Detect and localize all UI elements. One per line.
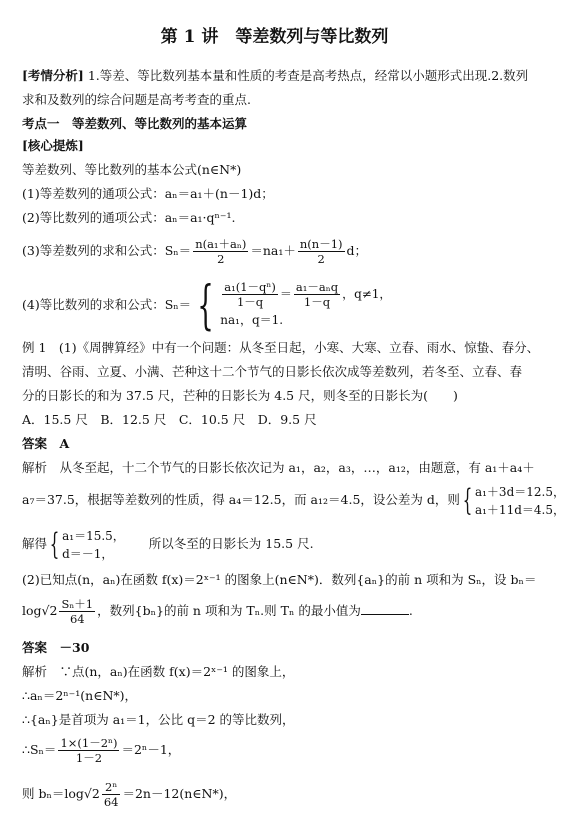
case-1-condition: ，q≠1， [342, 287, 392, 301]
sum-suffix: ＝2ⁿ－1， [121, 742, 181, 757]
left-brace: { [462, 482, 473, 518]
example1-line-3: 分的日影长的和为 37.5 尺，芒种的日影长为 4.5 尺，则冬至的日影长为( ) [22, 388, 458, 403]
example2-analysis-1: 解析 ∵点(n，aₙ)在函数 f(x)＝2ˣ⁻¹ 的图象上， [22, 664, 295, 679]
formula-1: (1)等差数列的通项公式：aₙ＝a₁＋(n－1)d； [22, 186, 274, 201]
intro-line-1 [22, 68, 528, 84]
example1-analysis-2 [22, 480, 565, 520]
fraction-denominator: 1－2 [75, 751, 103, 765]
fraction [102, 780, 121, 809]
section-heading: 考点一 等差数列、等比数列的基本运算 [22, 116, 248, 131]
example2-analysis-2: ∴aₙ＝2ⁿ⁻¹(n∈N*)， [22, 688, 138, 703]
intro-line-2: 求和及数列的综合问题是高考考查的重点. [22, 92, 251, 107]
fraction [294, 280, 340, 309]
equation-2: a₁＋11d＝4.5， [474, 502, 565, 517]
fraction-numerator: a₁(1－qⁿ) [224, 280, 276, 294]
core-tag: [核心提炼] [22, 138, 84, 153]
example1-line-1: 例 1 (1)《周髀算经》中有一个问题：从冬至日起，小寒、大寒、立春、雨水、惊蛰、春分、 [22, 340, 540, 355]
example1-solution [22, 524, 314, 564]
example1-answer: 答案 A [22, 436, 70, 451]
example1-line-2: 清明、谷雨、立夏、小满、芒种这十二个节气的日影长依次成等差数列，若冬至、立春、春 [22, 364, 523, 379]
formula-3-suffix: d； [346, 243, 368, 258]
formula-3-prefix: (3)等差数列的求和公式：Sₙ＝ [22, 243, 192, 258]
fraction-numerator: Sₙ＋1 [61, 597, 94, 611]
solve-suffix: 所以冬至的日影长为 15.5 尺. [148, 536, 314, 551]
fraction [58, 736, 119, 765]
equation-system [475, 483, 565, 519]
analysis-text: a₇＝37.5，根据等差数列的性质，得 a₄＝12.5，而 a₁₂＝4.5，设公差为 d，则 [22, 492, 460, 507]
fraction [298, 237, 345, 266]
sum-prefix: ∴Sₙ＝ [22, 742, 57, 757]
example1-options: A．15.5 尺 B．12.5 尺 C．10.5 尺 D．9.5 尺 [22, 412, 317, 427]
fraction-denominator: 64 [69, 612, 85, 626]
fraction-denominator: 2 [217, 252, 225, 266]
page-title: 第 1 讲 等差数列与等比数列 [160, 27, 389, 47]
intro-text-1: 1.等差、等比数列基本量和性质的考查是高考热点，经常以小题形式出现.2.数列 [87, 68, 529, 83]
fraction-numerator: 2ⁿ [102, 780, 121, 795]
fraction-denominator: 1－q [303, 295, 331, 309]
line-2-suffix: ，数列{bₙ}的前 n 项和为 Tₙ.则 Tₙ 的最小值为 [97, 603, 361, 618]
intro-tag: [考情分析] [22, 68, 84, 83]
fraction [222, 280, 278, 309]
case-2: na₁，q＝1. [220, 313, 284, 327]
fraction-denominator: 64 [103, 795, 119, 809]
fraction [59, 597, 95, 626]
example2-analysis-5 [22, 776, 236, 812]
solution-1: a₁＝15.5， [62, 528, 125, 543]
bn-suffix: ＝2n－12(n∈N*)， [122, 786, 237, 801]
example2-answer: 答案 －30 [22, 640, 90, 655]
formula-2: (2)等比数列的通项公式：aₙ＝a₁·qⁿ⁻¹. [22, 210, 236, 225]
left-brace: { [49, 526, 60, 562]
solution-system [62, 527, 125, 563]
solution-2: d＝－1， [62, 546, 114, 561]
fraction-numerator: a₁－aₙq [295, 280, 339, 294]
equation-1: a₁＋3d＝12.5， [474, 484, 565, 499]
example2-line-2 [22, 592, 413, 630]
example1-analysis-1: 解析 从冬至起，十二个节气的日影长依次记为 a₁，a₂，a₃，…，a₁₂，由题意，有 a₁＋a₄＋ [22, 460, 535, 475]
formula-intro: 等差数列、等比数列的基本公式(n∈N*) [22, 162, 242, 177]
example2-line-1: (2)已知点(n，aₙ)在函数 f(x)＝2ˣ⁻¹ 的图象上(n∈N*)．数列{aₙ}的前 n 项和为 Sₙ，设 bₙ＝ [22, 572, 537, 587]
fraction-numerator: n(a₁＋aₙ) [195, 237, 247, 251]
formula-3-mid: ＝na₁＋ [250, 243, 296, 258]
left-brace: { [197, 275, 215, 336]
answer-blank [361, 602, 409, 615]
formula-4-prefix: (4)等比数列的求和公式：Sₙ＝ [22, 297, 192, 312]
example2-analysis-3: ∴{aₙ}是首项为 a₁＝1，公比 q＝2 的等比数列， [22, 712, 295, 727]
line-2-end: . [408, 603, 413, 618]
formula-4 [22, 276, 391, 334]
fraction-denominator: 1－q [236, 295, 264, 309]
case-1 [220, 280, 391, 309]
formula-3 [22, 234, 367, 268]
equals-sign: ＝ [279, 287, 292, 301]
example2-analysis-4 [22, 732, 180, 768]
fraction [193, 237, 248, 266]
fraction-denominator: 2 [317, 252, 325, 266]
solve-prefix: 解得 [22, 536, 48, 551]
fraction-numerator: n(n－1) [299, 237, 343, 251]
log-sqrt2: log√2 [22, 603, 58, 618]
fraction-numerator: 1×(1－2ⁿ) [60, 736, 118, 750]
piecewise-cases [220, 280, 391, 331]
bn-prefix: 则 bₙ＝log√2 [22, 786, 100, 801]
